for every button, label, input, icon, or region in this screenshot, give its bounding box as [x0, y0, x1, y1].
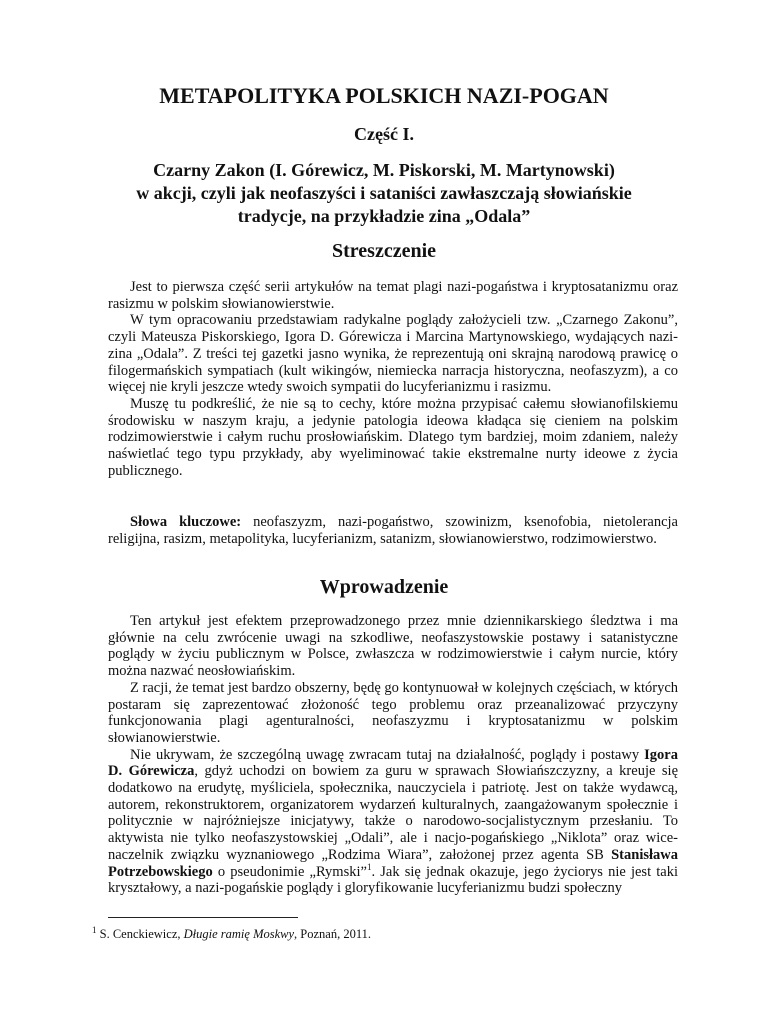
introduction-paragraph — [108, 747, 678, 897]
abstract-paragraph: Muszę tu podkreślić, że nie są to cechy, które można przypisać całemu słowianofilskiemu środowisku w naszym kraju, a jedynie patologia ideowa kładąca się cieniem na polskim rodzimowierstwie i całym ruchu prosłowiańskim. Dlatego tym bardziej, moim zdaniem, należy naświetlać tego typu przykłady, aby wyeliminować takie ekstremalne nurty ideowe z życia publicznego. — [108, 395, 678, 479]
abstract-paragraph: Jest to pierwsza część serii artykułów na temat plagi nazi-pogaństwa i kryptosatanizmu oraz rasizmu w polskim słowianowierstwie. — [108, 279, 678, 312]
person-name: Igora D. Górewicza — [108, 746, 678, 780]
subtitle-line: Czarny Zakon (I. Górewicz, M. Piskorski, M. Martynowski) — [153, 160, 615, 180]
keywords-text: neofaszyzm, nazi-pogaństwo, szowinizm, ksenofobia, nietolerancja religijna, rasizm, metapolityka, lucyferianizm, satanizm, słowianowierstwo, rodzimowierstwo. — [108, 514, 678, 547]
document-title: METAPOLITYKA POLSKICH NAZI-POGAN — [159, 83, 609, 108]
introduction-heading: Wprowadzenie — [319, 576, 449, 598]
keywords — [108, 514, 678, 547]
footnote-reference[interactable]: 1 — [366, 861, 372, 872]
paragraph-text: . Jak się jednak okazuje, jego życiorys nie jest taki kryształowy, a nazi-pogańskie poglądy i gloryfikowanie lucyferianizmu budzi społeczny — [108, 863, 678, 897]
introduction-paragraph: Z racji, że temat jest bardzo obszerny, będę go kontynuował w kolejnych częściach, w których postaram się zaprezentować złożoność tego problemu oraz przeanalizować przyczyny funkcjonowania plagi agenturalności, neofaszyzmu i kryptosatanizmu w polskim słowianowierstwie. — [108, 679, 678, 746]
paragraph-text: o pseudonimie „Rymski” — [212, 863, 367, 880]
paragraph-text: Nie ukrywam, że szczególną uwagę zwracam tutaj na działalność, poglądy i postawy — [130, 746, 645, 763]
abstract-paragraph: W tym opracowaniu przedstawiam radykalne poglądy założycieli tzw. „Czarnego Zakonu”, czyli Mateusza Piskorskiego, Igora D. Górewicza i Marcina Martynowskiego, wydających nazi-zina „Odala”. Z treści tej gazetki jasno wynika, że reprezentują oni skrajną narodową prawicę o filogermańskich sympatiach (kult wikingów, niemiecka narracja historyczna, neofaszyzm), a co więcej nie kryli jeszcze wtedy swoich sympatii do lucyferianizmu i rasizmu. — [108, 312, 678, 396]
keywords-label: Słowa kluczowe: — [130, 514, 242, 530]
introduction-paragraph: Ten artykuł jest efektem przeprowadzonego przez mnie dziennikarskiego śledztwa i ma głównie na celu zwrócenie uwagi na szkodliwe, neofaszystowskie postawy i satanistyczne poglądy w życiu publicznym w Polsce, zwłaszcza w rodzimowierstwie i całym nurcie, który można nazwać neosłowiańskim. — [108, 613, 678, 680]
paragraph-text: , gdyż uchodzi on bowiem za guru w sprawach Słowiańszczyzny, a kreuje się dodatkowo na erudytę, myśliciela, społecznika, nauczyciela i patriotę. Jest on także wydawcą, autorem, rekonstruktorem, organizatorem wydarzeń kulturalnych, zaangażowanym społecznie i politycznie w najróżniejsze inicjatywy, także o narodowo-socjalistycznym przesłaniu. To aktywista nie tylko neofaszystowskiej „Odali”, ale i nacjo-pogańskiego „Niklota” oraz wice-naczelnik związku wyznaniowego „Rodzima Wiara”, założonej przez agenta SB — [108, 763, 679, 863]
abstract-heading: Streszczenie — [331, 240, 437, 262]
subtitle-line: w akcji, czyli jak neofaszyści i sataniści zawłaszczają słowiańskie — [136, 183, 632, 203]
abstract-body — [108, 279, 678, 479]
footnote-text: , Poznań, 2011. — [294, 927, 372, 941]
footnote-text: S. Cenckiewicz, — [96, 927, 184, 941]
introduction-body — [108, 613, 678, 897]
part-label: Część I. — [354, 124, 414, 144]
footnote-separator — [108, 917, 298, 918]
subtitle-line: tradycje, na przykładzie zina „Odala” — [237, 206, 531, 226]
person-name: Stanisława Potrzebowskiego — [108, 846, 678, 880]
footnote — [92, 926, 371, 942]
document-subtitle — [60, 159, 708, 228]
footnote-book-title: Długie ramię Moskwy — [183, 927, 295, 941]
footnote-number: 1 — [92, 924, 97, 935]
